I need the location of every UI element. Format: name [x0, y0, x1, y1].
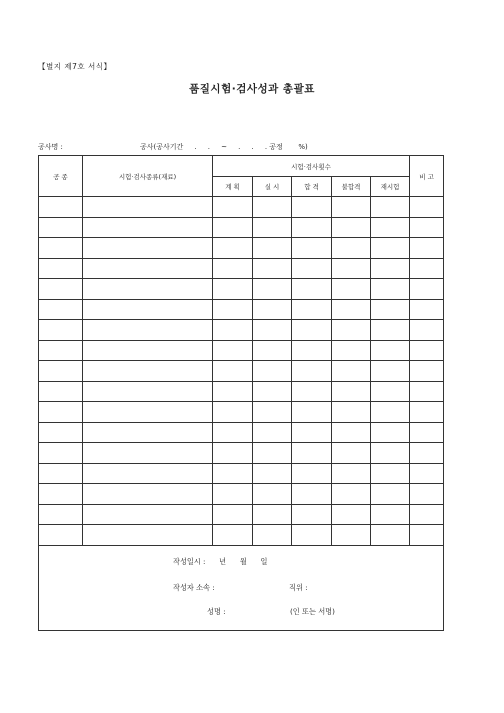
- cell-remarks: [410, 340, 444, 361]
- cell-retest: [371, 340, 410, 361]
- document-title: 품질시험·검사성과 총괄표: [189, 83, 315, 95]
- cell-passed: [292, 320, 332, 341]
- cell-retest: [371, 525, 410, 546]
- summary-table: [38, 155, 444, 631]
- project-period-line: 공사(공사기간 . . ~ . . . 공정 %): [140, 143, 308, 151]
- cell-test-type: [83, 504, 213, 525]
- cell-conducted: [253, 525, 292, 546]
- header-failed: 불합격: [332, 177, 371, 197]
- cell-remarks: [410, 422, 444, 443]
- cell-remarks: [410, 279, 444, 300]
- cell-retest: [371, 402, 410, 423]
- cell-test-type: [83, 217, 213, 238]
- cell-failed: [332, 422, 371, 443]
- cell-planned: [213, 463, 253, 484]
- cell-conducted: [253, 258, 292, 279]
- cell-work-type: [39, 320, 83, 341]
- table-row: [39, 299, 444, 320]
- cell-retest: [371, 258, 410, 279]
- cell-planned: [213, 279, 253, 300]
- header-test-type: 시험·검사종류(재료): [83, 156, 213, 197]
- cell-failed: [332, 340, 371, 361]
- cell-remarks: [410, 484, 444, 505]
- table-row: [39, 320, 444, 341]
- cell-failed: [332, 361, 371, 382]
- cell-planned: [213, 320, 253, 341]
- cell-failed: [332, 279, 371, 300]
- cell-planned: [213, 299, 253, 320]
- cell-test-type: [83, 299, 213, 320]
- cell-remarks: [410, 525, 444, 546]
- cell-test-type: [83, 258, 213, 279]
- cell-passed: [292, 484, 332, 505]
- cell-retest: [371, 299, 410, 320]
- cell-failed: [332, 381, 371, 402]
- cell-passed: [292, 443, 332, 464]
- table-row: [39, 238, 444, 259]
- cell-passed: [292, 258, 332, 279]
- cell-work-type: [39, 463, 83, 484]
- cell-passed: [292, 381, 332, 402]
- cell-planned: [213, 361, 253, 382]
- cell-passed: [292, 299, 332, 320]
- table-row: [39, 484, 444, 505]
- header-work-type: 공 종: [39, 156, 83, 197]
- cell-work-type: [39, 402, 83, 423]
- cell-passed: [292, 463, 332, 484]
- cell-conducted: [253, 463, 292, 484]
- cell-failed: [332, 258, 371, 279]
- header-conducted: 실 시: [253, 177, 292, 197]
- cell-conducted: [253, 238, 292, 259]
- cell-test-type: [83, 197, 213, 218]
- cell-failed: [332, 525, 371, 546]
- position-label: 직위 :: [289, 582, 308, 592]
- cell-passed: [292, 217, 332, 238]
- cell-work-type: [39, 484, 83, 505]
- cell-retest: [371, 279, 410, 300]
- cell-planned: [213, 422, 253, 443]
- cell-retest: [371, 320, 410, 341]
- cell-passed: [292, 525, 332, 546]
- table-row: [39, 443, 444, 464]
- cell-test-type: [83, 320, 213, 341]
- table-row: [39, 340, 444, 361]
- date-written-line: 작성일시 : 년 월 일: [173, 556, 268, 566]
- cell-retest: [371, 217, 410, 238]
- cell-conducted: [253, 217, 292, 238]
- cell-failed: [332, 217, 371, 238]
- cell-conducted: [253, 299, 292, 320]
- cell-conducted: [253, 361, 292, 382]
- cell-retest: [371, 443, 410, 464]
- cell-failed: [332, 402, 371, 423]
- cell-failed: [332, 504, 371, 525]
- cell-planned: [213, 504, 253, 525]
- signature-block: [39, 545, 444, 630]
- cell-remarks: [410, 238, 444, 259]
- cell-test-type: [83, 361, 213, 382]
- cell-passed: [292, 340, 332, 361]
- cell-planned: [213, 217, 253, 238]
- cell-failed: [332, 197, 371, 218]
- table-row: [39, 217, 444, 238]
- cell-conducted: [253, 402, 292, 423]
- cell-planned: [213, 525, 253, 546]
- table-row: [39, 525, 444, 546]
- cell-failed: [332, 320, 371, 341]
- cell-remarks: [410, 197, 444, 218]
- cell-test-type: [83, 279, 213, 300]
- cell-conducted: [253, 279, 292, 300]
- cell-remarks: [410, 504, 444, 525]
- cell-work-type: [39, 279, 83, 300]
- cell-work-type: [39, 504, 83, 525]
- cell-failed: [332, 484, 371, 505]
- cell-retest: [371, 484, 410, 505]
- cell-passed: [292, 279, 332, 300]
- author-organization-label: 작성자 소속 :: [173, 582, 215, 592]
- cell-work-type: [39, 197, 83, 218]
- cell-retest: [371, 197, 410, 218]
- cell-planned: [213, 258, 253, 279]
- cell-failed: [332, 299, 371, 320]
- cell-work-type: [39, 525, 83, 546]
- table-row: [39, 402, 444, 423]
- cell-conducted: [253, 484, 292, 505]
- cell-failed: [332, 238, 371, 259]
- cell-remarks: [410, 402, 444, 423]
- cell-retest: [371, 361, 410, 382]
- cell-retest: [371, 504, 410, 525]
- cell-test-type: [83, 340, 213, 361]
- cell-planned: [213, 484, 253, 505]
- cell-remarks: [410, 443, 444, 464]
- table-row: [39, 463, 444, 484]
- cell-passed: [292, 361, 332, 382]
- cell-test-type: [83, 422, 213, 443]
- cell-conducted: [253, 422, 292, 443]
- cell-remarks: [410, 299, 444, 320]
- cell-conducted: [253, 197, 292, 218]
- cell-work-type: [39, 340, 83, 361]
- cell-retest: [371, 422, 410, 443]
- cell-work-type: [39, 258, 83, 279]
- cell-work-type: [39, 217, 83, 238]
- cell-conducted: [253, 340, 292, 361]
- cell-passed: [292, 504, 332, 525]
- cell-planned: [213, 340, 253, 361]
- cell-planned: [213, 443, 253, 464]
- cell-remarks: [410, 361, 444, 382]
- cell-test-type: [83, 402, 213, 423]
- cell-failed: [332, 443, 371, 464]
- cell-conducted: [253, 381, 292, 402]
- header-test-count-group: 시험·검사횟수: [213, 156, 410, 177]
- cell-work-type: [39, 299, 83, 320]
- name-label: 성명 :: [207, 606, 226, 616]
- cell-conducted: [253, 504, 292, 525]
- cell-remarks: [410, 320, 444, 341]
- cell-test-type: [83, 443, 213, 464]
- project-name-label: 공사명 :: [38, 143, 63, 151]
- cell-retest: [371, 381, 410, 402]
- cell-remarks: [410, 217, 444, 238]
- cell-passed: [292, 238, 332, 259]
- cell-planned: [213, 238, 253, 259]
- cell-conducted: [253, 443, 292, 464]
- header-passed: 합 격: [292, 177, 332, 197]
- cell-work-type: [39, 238, 83, 259]
- cell-passed: [292, 422, 332, 443]
- cell-planned: [213, 197, 253, 218]
- table-row: [39, 504, 444, 525]
- cell-test-type: [83, 525, 213, 546]
- cell-planned: [213, 402, 253, 423]
- header-remarks: 비 고: [410, 156, 444, 197]
- cell-test-type: [83, 381, 213, 402]
- cell-work-type: [39, 422, 83, 443]
- cell-retest: [371, 238, 410, 259]
- table-row: [39, 197, 444, 218]
- table-row: [39, 258, 444, 279]
- cell-passed: [292, 402, 332, 423]
- cell-passed: [292, 197, 332, 218]
- cell-work-type: [39, 443, 83, 464]
- cell-test-type: [83, 484, 213, 505]
- table-row: [39, 361, 444, 382]
- cell-failed: [332, 463, 371, 484]
- header-planned: 계 획: [213, 177, 253, 197]
- header-retest: 재시험: [371, 177, 410, 197]
- table-row: [39, 279, 444, 300]
- cell-test-type: [83, 238, 213, 259]
- cell-planned: [213, 381, 253, 402]
- cell-work-type: [39, 381, 83, 402]
- cell-work-type: [39, 361, 83, 382]
- cell-conducted: [253, 320, 292, 341]
- seal-or-signature-label: (인 또는 서명): [290, 606, 335, 616]
- form-number-label: 【별지 제7호 서식】: [38, 62, 112, 71]
- cell-remarks: [410, 463, 444, 484]
- table-row: [39, 422, 444, 443]
- cell-retest: [371, 463, 410, 484]
- table-row: [39, 381, 444, 402]
- cell-test-type: [83, 463, 213, 484]
- cell-remarks: [410, 258, 444, 279]
- cell-remarks: [410, 381, 444, 402]
